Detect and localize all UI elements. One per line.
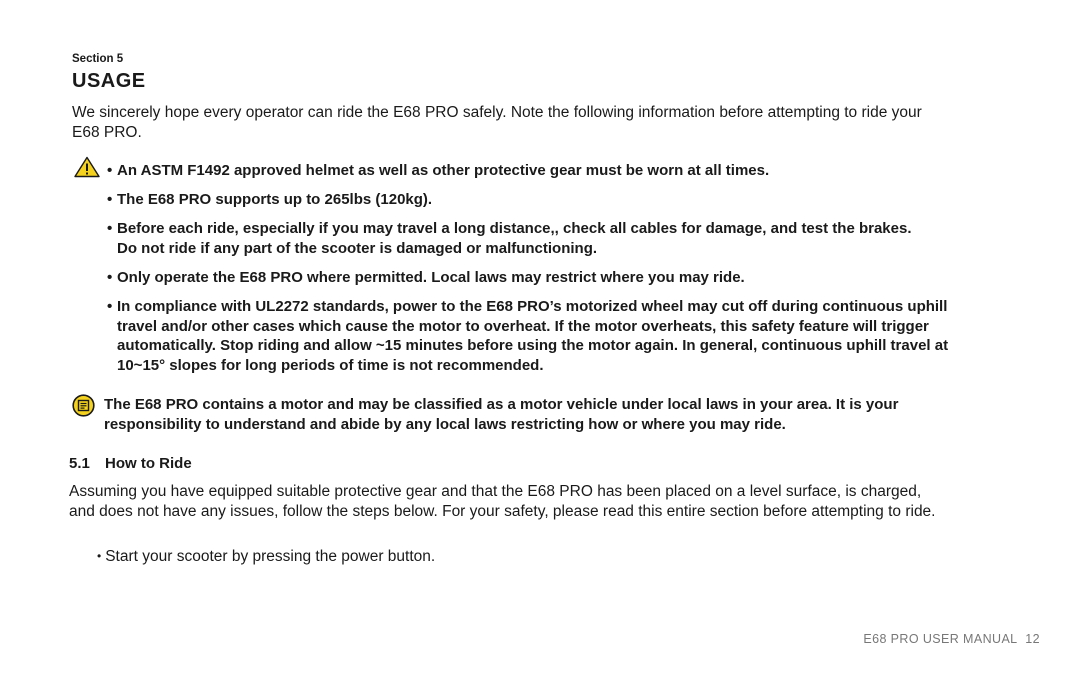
bullet-item [107,297,977,375]
bullet-text: Before each ride, especially if you may travel a long distance,, check all cables for damage, and test the brakes. Do not ride if any part of the scooter is damaged or malfunctioning. [117,220,912,257]
bullet-text: The E68 PRO supports up to 265lbs (120kg). [117,191,433,208]
bullet-item [107,219,919,258]
subsection-body: Assuming you have equipped suitable protective gear and that the E68 PRO has been placed on a level surface, is charged, and does not have any issues, follow the steps below. For your safety, please read this entire section before attempting to ride. [69,483,936,520]
bullet-dot: • [107,162,113,179]
bullet-dot: • [107,191,113,208]
bullet-item [107,190,907,210]
bullet-dot: • [107,269,113,286]
subsection-number: 5.1 [69,455,90,472]
bullet-text: An ASTM F1492 approved helmet as well as other protective gear must be worn at all times. [117,162,770,179]
bullet-text: In compliance with UL2272 standards, power to the E68 PRO’s motorized wheel may cut off during continuous uphill travel and/or other cases which cause the motor to overheat. If the motor overheats, this safety feature will trigger automatically. Stop riding and allow ~15 minutes before using the motor again. In general, continuous uphill travel at 10~15° slopes for long periods of time is not recommended. [117,298,949,374]
bullet-item [107,161,907,181]
page-title: USAGE [72,70,146,92]
warning-triangle-icon [74,156,100,178]
bullet-item [107,268,907,288]
step-item [97,548,435,566]
bullet-dot: • [107,220,113,237]
step-text: Start your scooter by pressing the power button. [105,548,436,565]
step-dot: • [97,549,102,563]
page-footer [863,632,1040,646]
note-icon [72,394,95,417]
footer-title: E68 PRO USER MANUAL [863,632,1018,646]
intro-paragraph: We sincerely hope every operator can ride the E68 PRO safely. Note the following information before attempting to ride your E68 PRO. [72,104,922,141]
note-text: The E68 PRO contains a motor and may be classified as a motor vehicle under local laws in your area. It is your responsibility to understand and abide by any local laws restricting how or where you may ride. [104,396,899,433]
page-number: 12 [1025,632,1040,646]
section-label: Section 5 [72,53,124,65]
bullet-dot: • [107,298,113,315]
bullet-text: Only operate the E68 PRO where permitted. Local laws may restrict where you may ride. [117,269,745,286]
subsection-title: How to Ride [105,455,192,472]
